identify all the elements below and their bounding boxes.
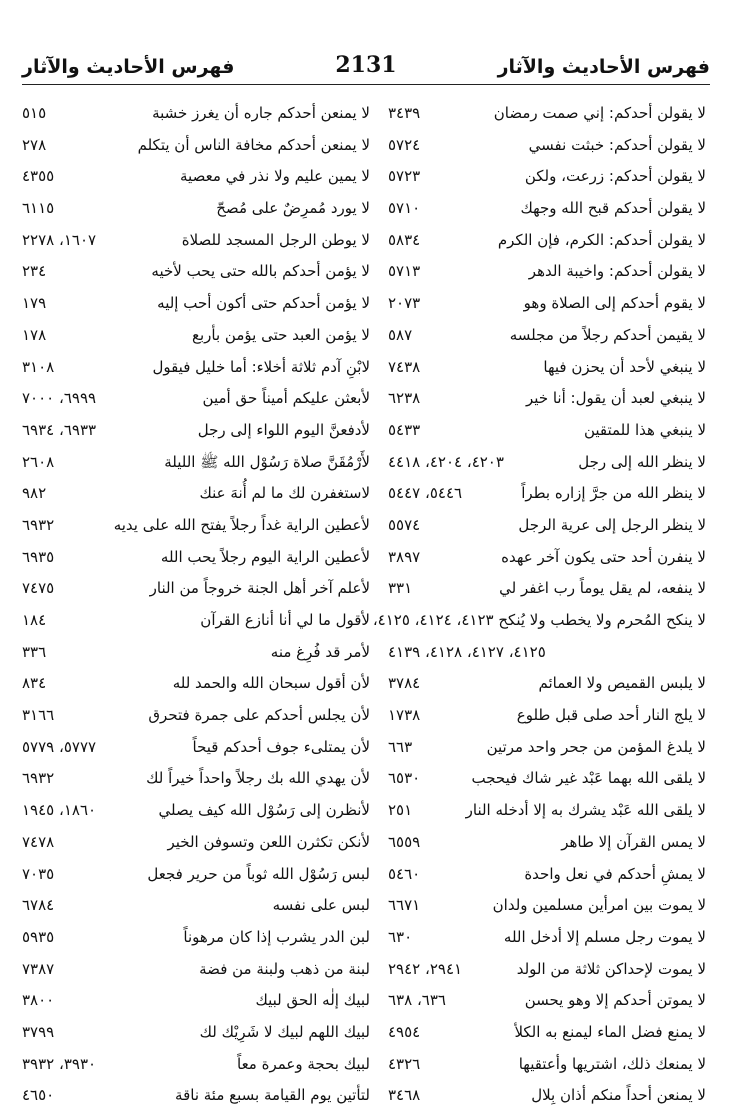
entry-text: ٤١٢٥، ٤١٢٧، ٤١٢٨، ٤١٣٩ <box>388 642 546 661</box>
entry-hadith-numbers: ٥٧١٠ <box>388 199 421 218</box>
index-entry <box>22 1017 370 1049</box>
index-entry <box>22 161 370 193</box>
index-entry <box>388 256 706 288</box>
entry-text: لا يلقى الله عَبْد يشرك به إلا أدخله النار <box>465 801 706 820</box>
index-entry <box>22 256 370 288</box>
index-entry <box>22 415 370 447</box>
entry-text: لا يلج النار أحد صلى قبل طلوع <box>516 706 706 725</box>
index-entry <box>22 573 370 605</box>
entry-text: لا يمنع فضل الماء ليمنع به الكلأ <box>514 1022 706 1041</box>
entry-text: لأبعثن عليكم أميناً حق أمين <box>202 389 370 408</box>
entry-hadith-numbers: ٦٩٣٢ <box>22 515 55 534</box>
entry-text: لا يمنعن أحدكم جاره أن يغرز خشبة <box>152 104 370 122</box>
entry-text: لأن أقول سبحان الله والحمد لله <box>172 674 370 693</box>
index-entry <box>388 700 706 732</box>
entry-hadith-numbers: ١٧٩ <box>22 294 47 313</box>
entry-text: لابْنِ آدم ثلاثة أخلاء: أما خليل فيقول <box>152 357 370 376</box>
index-entry <box>388 1049 706 1081</box>
index-entry <box>388 352 706 384</box>
index-entry <box>388 859 706 891</box>
entry-hadith-numbers: ٣٩٣٠، ٣٩٣٢ <box>22 1054 97 1073</box>
entry-hadith-numbers: ٣٨٠٠ <box>22 991 55 1010</box>
index-entry <box>22 383 370 415</box>
entry-hadith-numbers: ٦٥٥٩ <box>388 832 421 851</box>
entry-text: لاستغفرن لك ما لم أُنهَ عنك <box>199 484 370 503</box>
entry-hadith-numbers: ٥٧٢٤ <box>388 135 421 154</box>
entry-text: لا يمنعن أحداً منكم أذان بِلال <box>531 1086 706 1105</box>
entry-text: لا يلقى الله بهما عَبْد غير شاك فيحجب <box>471 769 706 788</box>
entry-hadith-numbers: ٦٩٣٣، ٦٩٣٤ <box>22 420 97 439</box>
index-entry <box>22 954 370 986</box>
index-entry <box>388 193 706 225</box>
entry-text: لا يقولن أحدكم: زرعت، ولكن <box>524 167 706 186</box>
entry-text: لا يوطن الرجل المسجد للصلاة <box>181 230 370 249</box>
entry-hadith-numbers: ١٧٨ <box>22 325 47 344</box>
index-entry <box>388 415 706 447</box>
entry-hadith-numbers: ٣٤٦٨ <box>388 1086 421 1105</box>
index-entry <box>388 161 706 193</box>
entry-text: لأن يجلس أحدكم على جمرة فتحرق <box>148 706 370 725</box>
index-entry <box>388 795 706 827</box>
entry-hadith-numbers: ٥٤٤٦، ٥٤٤٧ <box>388 484 463 503</box>
entry-hadith-numbers: ٦٢٣٨ <box>388 389 421 408</box>
entry-text: لا يمس القرآن إلا طاهر <box>561 832 706 851</box>
entry-hadith-numbers: ٢٠٧٣ <box>388 294 421 313</box>
index-entry <box>388 320 706 352</box>
entry-text: لا ينفرن أحد حتى يكون آخر عهده <box>501 547 706 566</box>
index-entry <box>372 605 706 637</box>
index-entry <box>388 763 706 795</box>
entry-text: لا يمنعك ذلك، اشتريها وأعتقيها <box>518 1054 706 1073</box>
entry-text: لا يقيمن أحدكم رجلاً من مجلسه <box>509 325 706 344</box>
entry-text: لا يموت بين امرأين مسلمين ولدان <box>492 896 706 915</box>
index-entry <box>22 447 370 479</box>
entry-hadith-numbers: ٦٦٧١ <box>388 896 421 915</box>
index-entry <box>388 827 706 859</box>
entry-text: لأن يهدي الله بك رجلاً واحداً خيراً لك <box>146 769 370 788</box>
entry-hadith-numbers: ١٧٣٨ <box>388 706 421 725</box>
index-entry <box>22 827 370 859</box>
index-entry <box>388 954 706 986</box>
index-entry <box>22 985 370 1017</box>
entry-text: لأعطين الراية غداً رجلاً يفتح الله على يديه <box>113 515 370 534</box>
index-entry <box>22 320 370 352</box>
index-entry <box>388 478 706 510</box>
entry-text: لا يقولن أحدكم: واخيبة الدهر <box>528 262 706 281</box>
index-entry <box>22 763 370 795</box>
entry-text: لبيك بحجة وعمرة معاً <box>237 1054 370 1073</box>
entry-hadith-numbers: ٦٩٣٢ <box>22 769 55 788</box>
index-entry <box>22 478 370 510</box>
entry-text: لبن الدر يشرب إذا كان مرهوناً <box>183 927 370 946</box>
index-entry <box>388 985 706 1017</box>
entry-text: لا ينكح المُحرم ولا يخطب ولا يُنكح ٤١٢٣، ٤١٢٤، ٤١٢٥، <box>372 611 706 629</box>
index-entry <box>22 795 370 827</box>
index-entry <box>22 890 370 922</box>
entry-hadith-numbers: ٣٣٦ <box>22 642 47 661</box>
entry-hadith-numbers: ٦٣٦، ٦٣٨ <box>388 991 446 1010</box>
entry-hadith-numbers: ٥٥٧٤ <box>388 515 421 534</box>
index-entry <box>388 225 706 257</box>
index-entry <box>22 130 370 162</box>
entry-hadith-numbers: ١٦٠٧، ٢٢٧٨ <box>22 230 97 249</box>
entry-text: لا يموت لإحداكن ثلاثة من الولد <box>516 959 706 978</box>
entry-hadith-numbers: ٦٩٣٥ <box>22 547 55 566</box>
index-entry <box>388 922 706 954</box>
entry-text: لتأتين يوم القيامة بسبع مئة ناقة <box>175 1086 370 1105</box>
entry-hadith-numbers: ٥١٥ <box>22 104 47 122</box>
entry-text: لأمر قد فُرِغ منه <box>270 642 370 661</box>
running-title-right: فهرس الأحاديث والآثار <box>497 56 710 78</box>
entry-hadith-numbers: ٦٣٠ <box>388 927 413 946</box>
entry-hadith-numbers: ٧٤٣٨ <box>388 357 421 376</box>
entry-text: لا يقولن أحدكم: إني صمت رمضان <box>493 104 706 122</box>
entry-hadith-numbers: ٦٧٨٤ <box>22 896 55 915</box>
entry-text: لا ينبغي هذا للمتقين <box>583 420 706 439</box>
index-entry <box>388 1017 706 1049</box>
entry-text: لا يؤمن العبد حتى يؤمن بأربع <box>192 325 370 344</box>
index-entry <box>22 1080 370 1112</box>
index-entry <box>22 668 370 700</box>
index-entry <box>22 859 370 891</box>
entry-hadith-numbers: ٤٣٥٥ <box>22 167 55 186</box>
entry-hadith-numbers: ٥٧٧٧، ٥٧٧٩ <box>22 737 97 756</box>
entry-hadith-numbers: ٩٨٢ <box>22 484 47 503</box>
entry-text: لا يموتن أحدكم إلا وهو يحسن <box>524 991 706 1010</box>
entry-text: لأدفعنَّ اليوم اللواء إلى رجل <box>197 420 370 439</box>
entry-text: لا ينبغي لأحد أن يحزن فيها <box>543 357 706 376</box>
entry-hadith-numbers: ٧٤٧٨ <box>22 832 55 851</box>
index-entry <box>388 668 706 700</box>
entry-hadith-numbers: ٥٤٦٠ <box>388 864 421 883</box>
index-entry <box>22 98 370 130</box>
entry-hadith-numbers: ٨٣٤ <box>22 674 47 693</box>
entry-text: لبيك اللهم لبيك لا شَرِيْك لك <box>199 1022 370 1041</box>
entry-hadith-numbers: ٥٤٣٣ <box>388 420 421 439</box>
index-entry <box>388 288 706 320</box>
index-entry <box>22 732 370 764</box>
entry-hadith-numbers: ٧٠٣٥ <box>22 864 55 883</box>
entry-hadith-numbers: ٢٧٨ <box>22 135 47 154</box>
running-title-left: فهرس الأحاديث والآثار <box>22 56 235 78</box>
entry-hadith-numbers: ٧٣٨٧ <box>22 959 55 978</box>
entry-hadith-numbers: ٢٦٠٨ <box>22 452 55 471</box>
entry-text: لا ينبغي لعبد أن يقول: أنا خير <box>526 389 706 408</box>
entry-hadith-numbers: ٣٧٩٩ <box>22 1022 55 1041</box>
entry-text: لأن يمتلىء جوف أحدكم قيحاً <box>192 737 370 756</box>
index-entry <box>388 732 706 764</box>
index-column-right <box>372 98 706 1112</box>
page-header <box>22 52 710 82</box>
entry-text: لا يمشِ أحدكم في نعل واحدة <box>524 864 706 883</box>
entry-text: لا ينظر الرجل إلى عرية الرجل <box>518 515 706 534</box>
index-entry <box>388 130 706 162</box>
entry-text: لا يلدغ المؤمن من جحر واحد مرتين <box>486 737 706 756</box>
entry-hadith-numbers: ٢٥١ <box>388 801 413 820</box>
entry-text: لأنظرن إلى رَسُوْل الله كيف يصلي <box>158 801 370 820</box>
entry-text: لا يقولن أحدكم قبح الله وجهك <box>520 199 706 218</box>
entry-hadith-numbers: ٥٨٧ <box>388 325 413 344</box>
index-entry <box>388 510 706 542</box>
page-number: 2131 <box>335 52 397 78</box>
entry-text: لبس رَسُوْل الله ثوباً من حرير فجعل <box>147 864 370 883</box>
entry-hadith-numbers: ٤٣٢٦ <box>388 1054 421 1073</box>
entry-hadith-numbers: ٣١٠٨ <box>22 357 55 376</box>
entry-hadith-numbers: ٣٤٣٩ <box>388 104 421 122</box>
entry-hadith-numbers: ٣١٦٦ <box>22 706 55 725</box>
entry-text: لأعلم آخر أهل الجنة خروجاً من النار <box>149 579 370 598</box>
entry-hadith-numbers: ٢٩٤١، ٢٩٤٢ <box>388 959 463 978</box>
entry-hadith-numbers: ٣٧٨٤ <box>388 674 421 693</box>
entry-text: لا يمنعن أحدكم مخافة الناس أن يتكلم <box>137 135 370 154</box>
entry-text: لا يمين عليم ولا نذر في معصية <box>180 167 370 186</box>
entry-text: لبنة من ذهب ولبنة من فضة <box>199 959 370 978</box>
entry-text: لا يقولن أحدكم: خبثت نفسي <box>528 135 706 154</box>
entry-text: لأَرْمُقَنَّ صلاة رَسُوْل الله ﷺ الليلة <box>164 452 370 471</box>
header-rule <box>22 84 710 85</box>
index-entry <box>388 383 706 415</box>
index-entry <box>388 573 706 605</box>
entry-text: لا ينفعه، لم يقل يوماً رب اغفر لي <box>499 579 706 598</box>
entry-hadith-numbers: ٤٩٥٤ <box>388 1022 421 1041</box>
entry-hadith-numbers: ٥٨٣٤ <box>388 230 421 249</box>
entry-text: لا يلبس القميص ولا العمائم <box>538 674 706 693</box>
index-entry <box>22 605 370 637</box>
entry-hadith-numbers: ٦٦٣ <box>388 737 413 756</box>
entry-text: لا ينظر الله من جرَّ إزاره بطراً <box>521 484 706 503</box>
entry-hadith-numbers: ١٨٦٠، ١٩٤٥ <box>22 801 97 820</box>
index-entry <box>388 447 706 479</box>
index-entry <box>388 98 706 130</box>
entry-hadith-numbers: ٥٩٣٥ <box>22 927 55 946</box>
entry-hadith-numbers: ٥٧١٣ <box>388 262 421 281</box>
entry-hadith-numbers: ٣٨٩٧ <box>388 547 421 566</box>
entry-text: لا يؤمن أحدكم حتى أكون أحب إليه <box>157 294 370 313</box>
entry-text: لأعطين الراية اليوم رجلاً يحب الله <box>160 547 370 566</box>
entry-hadith-numbers: ٦١١٥ <box>22 199 55 218</box>
index-entry <box>22 225 370 257</box>
entry-hadith-numbers: ٦٩٩٩، ٧٠٠٠ <box>22 389 97 408</box>
entry-text: لا يقوم أحدكم إلى الصلاة وهو <box>523 294 706 313</box>
entry-text: لبس على نفسه <box>272 896 370 915</box>
entry-hadith-numbers: ٦٥٣٠ <box>388 769 421 788</box>
entry-text: لا يورد مُمرِضٌ على مُصحّ <box>216 199 370 218</box>
entry-text: لأقول ما لي أنا أنازع القرآن <box>200 611 370 629</box>
index-entry <box>388 637 706 669</box>
entry-text: لا ينظر الله إلى رجل <box>578 452 706 471</box>
index-entry <box>388 890 706 922</box>
index-entry <box>22 352 370 384</box>
index-entry <box>22 542 370 574</box>
index-entry <box>388 1080 706 1112</box>
entry-text: لا يؤمن أحدكم بالله حتى يحب لأخيه <box>151 262 370 281</box>
index-entry <box>22 700 370 732</box>
entry-text: لأنكن تكثرن اللعن وتسوفن الخير <box>167 832 370 851</box>
entry-text: لا يموت رجل مسلم إلا أدخل الله <box>503 927 706 946</box>
entry-hadith-numbers: ٧٤٧٥ <box>22 579 55 598</box>
index-entry <box>388 542 706 574</box>
entry-text: لا يقولن أحدكم: الكرم، فإن الكرم <box>497 230 706 249</box>
index-entry <box>22 922 370 954</box>
index-entry <box>22 637 370 669</box>
entry-hadith-numbers: ٥٧٢٣ <box>388 167 421 186</box>
entry-hadith-numbers: ١٨٤ <box>22 611 47 629</box>
entry-hadith-numbers: ٤٦٥٠ <box>22 1086 55 1105</box>
entry-hadith-numbers: ٤٢٠٣، ٤٢٠٤، ٤٤١٨ <box>388 452 504 471</box>
index-column-left <box>22 98 370 1112</box>
entry-text: لبيك إلٰه الحق لبيك <box>255 991 370 1010</box>
index-entry <box>22 193 370 225</box>
index-entry <box>22 1049 370 1081</box>
entry-hadith-numbers: ٢٣٤ <box>22 262 47 281</box>
index-entry <box>22 288 370 320</box>
entry-hadith-numbers: ٣٣١ <box>388 579 413 598</box>
index-entry <box>22 510 370 542</box>
